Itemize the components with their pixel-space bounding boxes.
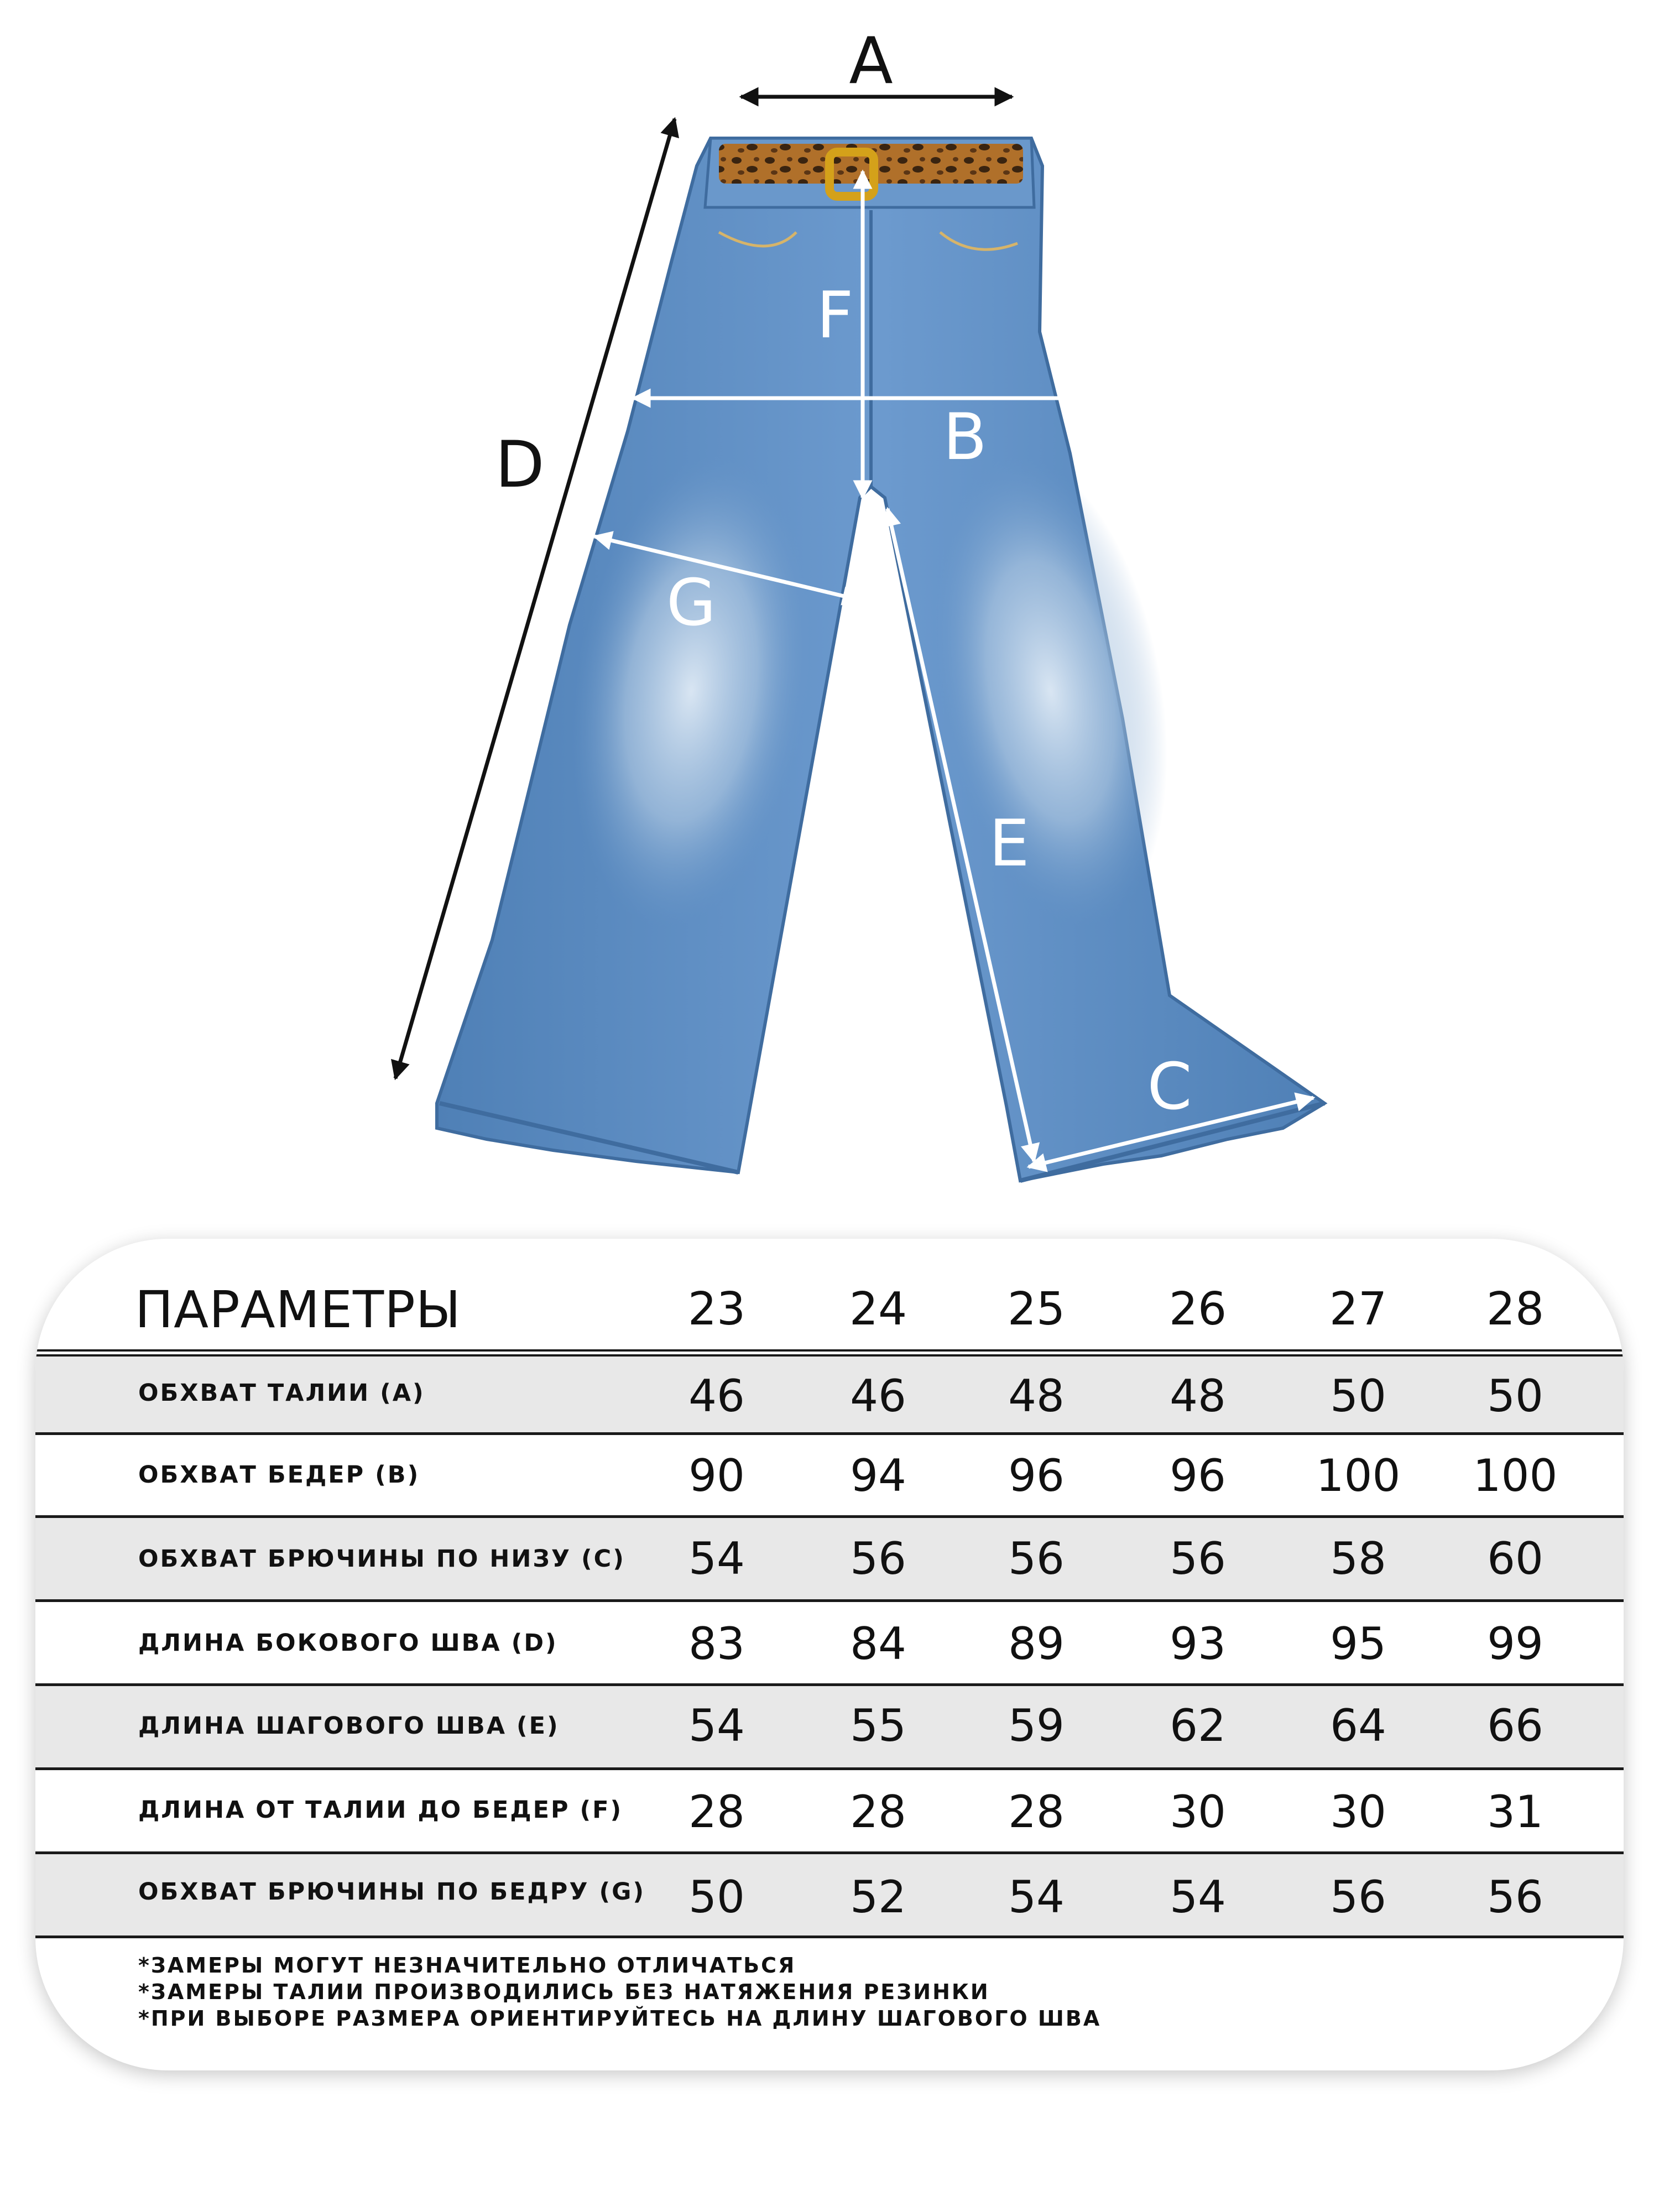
row-value: 55 xyxy=(850,1700,906,1751)
label-g: G xyxy=(666,566,716,640)
row-value: 95 xyxy=(1330,1618,1386,1670)
table-row xyxy=(35,1518,1624,1599)
size-column-header: 26 xyxy=(1168,1283,1227,1335)
row-label: ДЛИНА ШАГОВОГО ШВА (E) xyxy=(138,1712,560,1740)
row-value: 54 xyxy=(688,1533,745,1584)
row-value: 48 xyxy=(1008,1370,1065,1422)
footnote: *ЗАМЕРЫ МОГУТ НЕЗНАЧИТЕЛЬНО ОТЛИЧАТЬСЯ xyxy=(138,1953,796,1978)
row-value: 56 xyxy=(850,1533,906,1584)
row-value: 56 xyxy=(1330,1871,1386,1923)
footnote: *ПРИ ВЫБОРЕ РАЗМЕРА ОРИЕНТИРУЙТЕСЬ НА ДЛИНУ ШАГОВОГО ШВА xyxy=(138,2006,1102,2031)
header-divider xyxy=(35,1349,1624,1357)
row-value: 30 xyxy=(1170,1786,1226,1838)
row-value: 94 xyxy=(850,1450,906,1501)
row-value: 48 xyxy=(1170,1370,1226,1422)
row-value: 31 xyxy=(1487,1786,1543,1838)
label-c: C xyxy=(1147,1050,1192,1124)
row-label: ДЛИНА БОКОВОГО ШВА (D) xyxy=(138,1629,558,1657)
row-value: 54 xyxy=(688,1700,745,1751)
row-value: 62 xyxy=(1170,1700,1226,1751)
row-value: 93 xyxy=(1170,1618,1226,1670)
row-divider xyxy=(35,1936,1624,1938)
row-value: 90 xyxy=(688,1450,745,1501)
row-value: 56 xyxy=(1008,1533,1065,1584)
row-label: ОБХВАТ БРЮЧИНЫ ПО БЕДРУ (G) xyxy=(138,1878,646,1906)
row-value: 66 xyxy=(1487,1700,1543,1751)
table-row xyxy=(35,1602,1624,1683)
row-value: 28 xyxy=(688,1786,745,1838)
table-row xyxy=(35,1854,1624,1936)
row-value: 46 xyxy=(688,1370,745,1422)
size-column-header: 27 xyxy=(1329,1283,1387,1335)
row-value: 54 xyxy=(1170,1871,1226,1923)
size-column-header: 24 xyxy=(849,1283,907,1335)
row-value: 50 xyxy=(1330,1370,1386,1422)
row-value: 64 xyxy=(1330,1700,1386,1751)
row-label: ОБХВАТ ТАЛИИ (A) xyxy=(138,1379,425,1407)
size-column-header: 28 xyxy=(1486,1283,1545,1335)
row-value: 56 xyxy=(1170,1533,1226,1584)
label-b: B xyxy=(943,400,987,474)
row-value: 50 xyxy=(688,1871,745,1923)
row-value: 56 xyxy=(1487,1871,1543,1923)
row-value: 84 xyxy=(850,1618,906,1670)
row-label: ОБХВАТ БЕДЕР (B) xyxy=(138,1461,420,1489)
row-value: 96 xyxy=(1170,1450,1226,1501)
row-value: 89 xyxy=(1008,1618,1065,1670)
row-value: 30 xyxy=(1330,1786,1386,1838)
row-value: 50 xyxy=(1487,1370,1543,1422)
row-value: 52 xyxy=(850,1871,906,1923)
size-column-header: 25 xyxy=(1007,1283,1066,1335)
row-value: 83 xyxy=(688,1618,745,1670)
label-e: E xyxy=(989,806,1030,881)
row-label: ОБХВАТ БРЮЧИНЫ ПО НИЗУ (C) xyxy=(138,1545,625,1573)
row-value: 99 xyxy=(1487,1618,1543,1670)
row-value: 96 xyxy=(1008,1450,1065,1501)
row-label: ДЛИНА ОТ ТАЛИИ ДО БЕДЕР (F) xyxy=(138,1796,623,1824)
table-row xyxy=(35,1357,1624,1432)
row-value: 58 xyxy=(1330,1533,1386,1584)
row-value: 54 xyxy=(1008,1871,1065,1923)
row-value: 46 xyxy=(850,1370,906,1422)
footnotes xyxy=(138,1952,1101,2032)
row-value: 28 xyxy=(1008,1786,1065,1838)
table-row xyxy=(35,1686,1624,1767)
table-title: ПАРАМЕТРЫ xyxy=(135,1280,461,1339)
table-row xyxy=(35,1770,1624,1851)
row-value: 100 xyxy=(1473,1450,1558,1501)
label-a: A xyxy=(849,24,893,98)
row-value: 60 xyxy=(1487,1533,1543,1584)
table-row xyxy=(35,1435,1624,1515)
row-value: 28 xyxy=(850,1786,906,1838)
row-value: 59 xyxy=(1008,1700,1065,1751)
label-d: D xyxy=(495,427,545,502)
size-table-card xyxy=(35,1239,1624,2070)
footnote: *ЗАМЕРЫ ТАЛИИ ПРОИЗВОДИЛИСЬ БЕЗ НАТЯЖЕНИЯ РЕЗИНКИ xyxy=(138,1980,990,2004)
size-column-header: 23 xyxy=(687,1283,746,1335)
label-f: F xyxy=(816,278,854,353)
jeans-image xyxy=(437,138,1324,1181)
row-value: 100 xyxy=(1316,1450,1401,1501)
